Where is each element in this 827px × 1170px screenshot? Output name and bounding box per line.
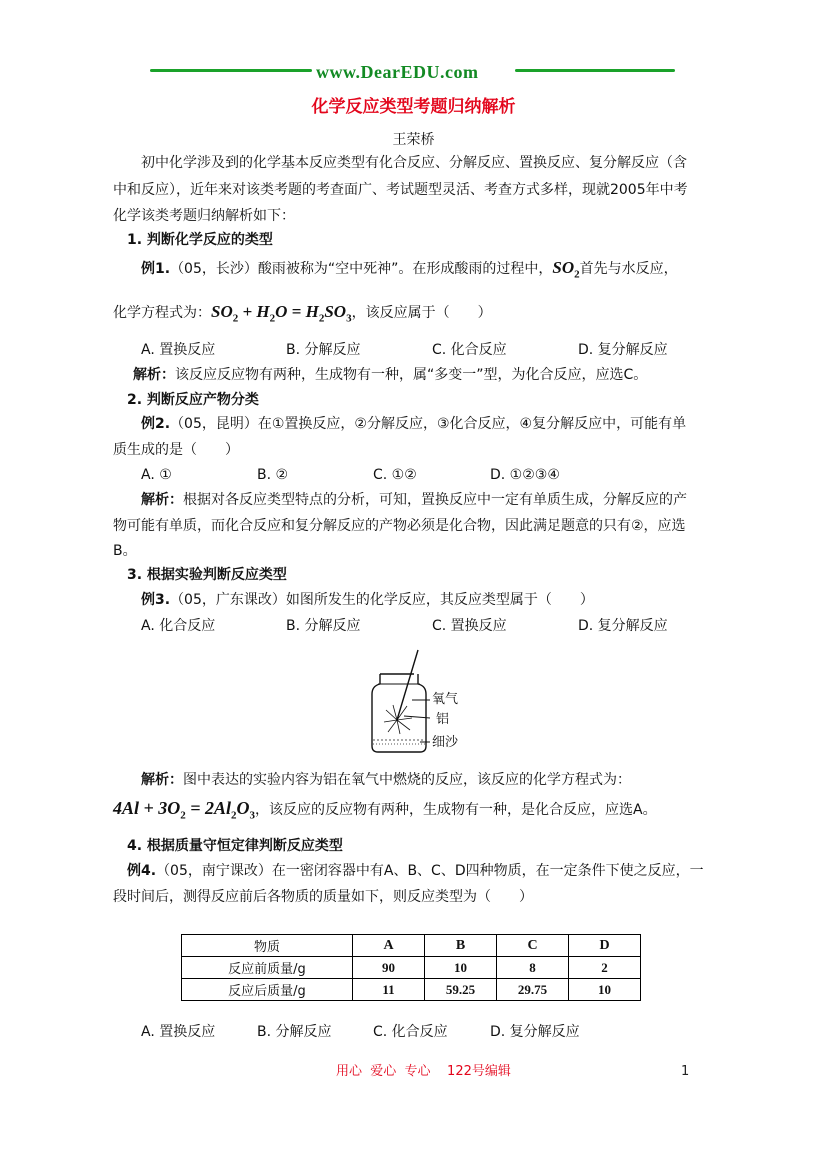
- intro-line-2: 中和反应），近年来对该类考题的考查面广、考试题型灵活、考查方式多样，现就2005年中考: [113, 182, 688, 198]
- experiment-figure: [360, 648, 480, 758]
- example3-question: 例3.（05，广东课改）如图所发生的化学反应，其反应类型属于（ ）: [141, 592, 594, 608]
- table-header: D: [569, 935, 641, 957]
- so2-formula: $SO_2$: [552, 258, 580, 281]
- spark-burst: [384, 705, 412, 734]
- table-cell: 11: [353, 979, 425, 1001]
- example1-option-b: B. 分解反应: [286, 342, 361, 358]
- example3-option-a: A. 化合反应: [141, 618, 216, 634]
- table-cell: 90: [353, 957, 425, 979]
- figure-label-aluminum: 铝: [436, 712, 450, 727]
- table-cell: 反应后质量/g: [182, 979, 353, 1001]
- example1-equation-line: 化学方程式为：$SO_2 + H_2O = H_2SO_3$，该反应属于（ ）: [113, 302, 492, 325]
- figure-label-oxygen: 氧气: [432, 692, 459, 707]
- intro-line-1: 初中化学涉及到的化学基本反应类型有化合反应、分解反应、置换反应、复分解反应（含: [141, 155, 687, 171]
- figure-label-sand: 细沙: [432, 735, 459, 750]
- example2-option-d: D. ①②③④: [490, 467, 560, 483]
- example1-question-line1: 例1.（05，长沙）酸雨被称为“空中死神”。在形成酸雨的过程中，$SO_2$首先与水反应，: [141, 258, 678, 281]
- table-cell: 29.75: [497, 979, 569, 1001]
- example4-question-line1: 例4.（05，南宁课改）在一密闭容器中有A、B、C、D四种物质，在一定条件下使之反应，一: [127, 863, 704, 879]
- example3-analysis-line2: $4Al + 3O_2 = 2Al_2O_3$，该反应的反应物有两种，生成物有一种，是化合反应，应选A。: [113, 798, 657, 822]
- example1-option-c: C. 化合反应: [432, 342, 507, 358]
- example3-option-d: D. 复分解反应: [578, 618, 668, 634]
- table-header: C: [497, 935, 569, 957]
- page-footer: 用心 爱心 专心 122号编辑: [336, 1064, 511, 1079]
- table-header: B: [425, 935, 497, 957]
- site-logo[interactable]: www.DearEDU.com: [316, 62, 479, 82]
- table-header-row: [182, 935, 641, 957]
- example2-option-c: C. ①②: [373, 467, 417, 483]
- example4-question-line2: 段时间后，测得反应前后各物质的质量如下，则反应类型为（ ）: [113, 889, 533, 905]
- table-cell: 8: [497, 957, 569, 979]
- equation-al-o2: $4Al + 3O_2 = 2Al_2O_3$: [113, 798, 256, 822]
- example2-question-line2: 质生成的是（ ）: [113, 442, 239, 458]
- author: 王荣桥: [392, 132, 435, 148]
- aluminum-wire: [397, 650, 418, 720]
- example4-option-d: D. 复分解反应: [490, 1024, 580, 1040]
- example2-option-a: A. ①: [141, 467, 172, 483]
- example3-analysis-line1: 解析：图中表达的实验内容为铝在氧气中燃烧的反应，该反应的化学方程式为：: [141, 772, 631, 788]
- table-cell: 10: [569, 979, 641, 1001]
- example4-option-a: A. 置换反应: [141, 1024, 216, 1040]
- banner-right-line: [515, 69, 675, 72]
- equation-so2-h2o: $SO_2 + H_2O = H_2SO_3$: [211, 302, 352, 325]
- table-cell: 2: [569, 957, 641, 979]
- table-header: 物质: [182, 935, 353, 957]
- example2-question-line1: 例2.（05，昆明）在①置换反应，②分解反应，③化合反应，④复分解反应中，可能有单: [141, 416, 687, 432]
- example1-label: 例1.: [141, 261, 171, 277]
- mass-table: [181, 934, 641, 1001]
- example4-option-c: C. 化合反应: [373, 1024, 448, 1040]
- table-header: A: [353, 935, 425, 957]
- intro-line-3: 化学该类考题归纳解析如下：: [113, 208, 295, 224]
- example3-option-c: C. 置换反应: [432, 618, 507, 634]
- example4-option-b: B. 分解反应: [257, 1024, 332, 1040]
- example2-analysis-line1: 解析：根据对各反应类型特点的分析，可知，置换反应中一定有单质生成，分解反应的产: [141, 492, 687, 508]
- example3-option-b: B. 分解反应: [286, 618, 361, 634]
- example2-analysis-line2: 物可能有单质，而化合反应和复分解反应的产物必须是化合物，因此满足题意的只有②，应选: [113, 518, 686, 534]
- section1-heading: 1. 判断化学反应的类型: [127, 232, 273, 248]
- page-number: 1: [681, 1064, 690, 1079]
- table-cell: 59.25: [425, 979, 497, 1001]
- example2-analysis-line3: B。: [113, 543, 137, 559]
- table-cell: 反应前质量/g: [182, 957, 353, 979]
- table-row: [182, 957, 641, 979]
- section3-heading: 3. 根据实验判断反应类型: [127, 567, 287, 583]
- page-title: 化学反应类型考题归纳解析: [311, 97, 516, 117]
- table-cell: 10: [425, 957, 497, 979]
- example1-option-d: D. 复分解反应: [578, 342, 668, 358]
- banner-left-line: [150, 69, 312, 72]
- example2-option-b: B. ②: [257, 467, 289, 483]
- table-row: [182, 979, 641, 1001]
- section2-heading: 2. 判断反应产物分类: [127, 392, 259, 408]
- example1-option-a: A. 置换反应: [141, 342, 216, 358]
- section4-heading: 4. 根据质量守恒定律判断反应类型: [127, 838, 343, 854]
- example1-analysis: 解析：该反应反应物有两种，生成物有一种，属“多变一”型，为化合反应，应选C。: [133, 367, 648, 383]
